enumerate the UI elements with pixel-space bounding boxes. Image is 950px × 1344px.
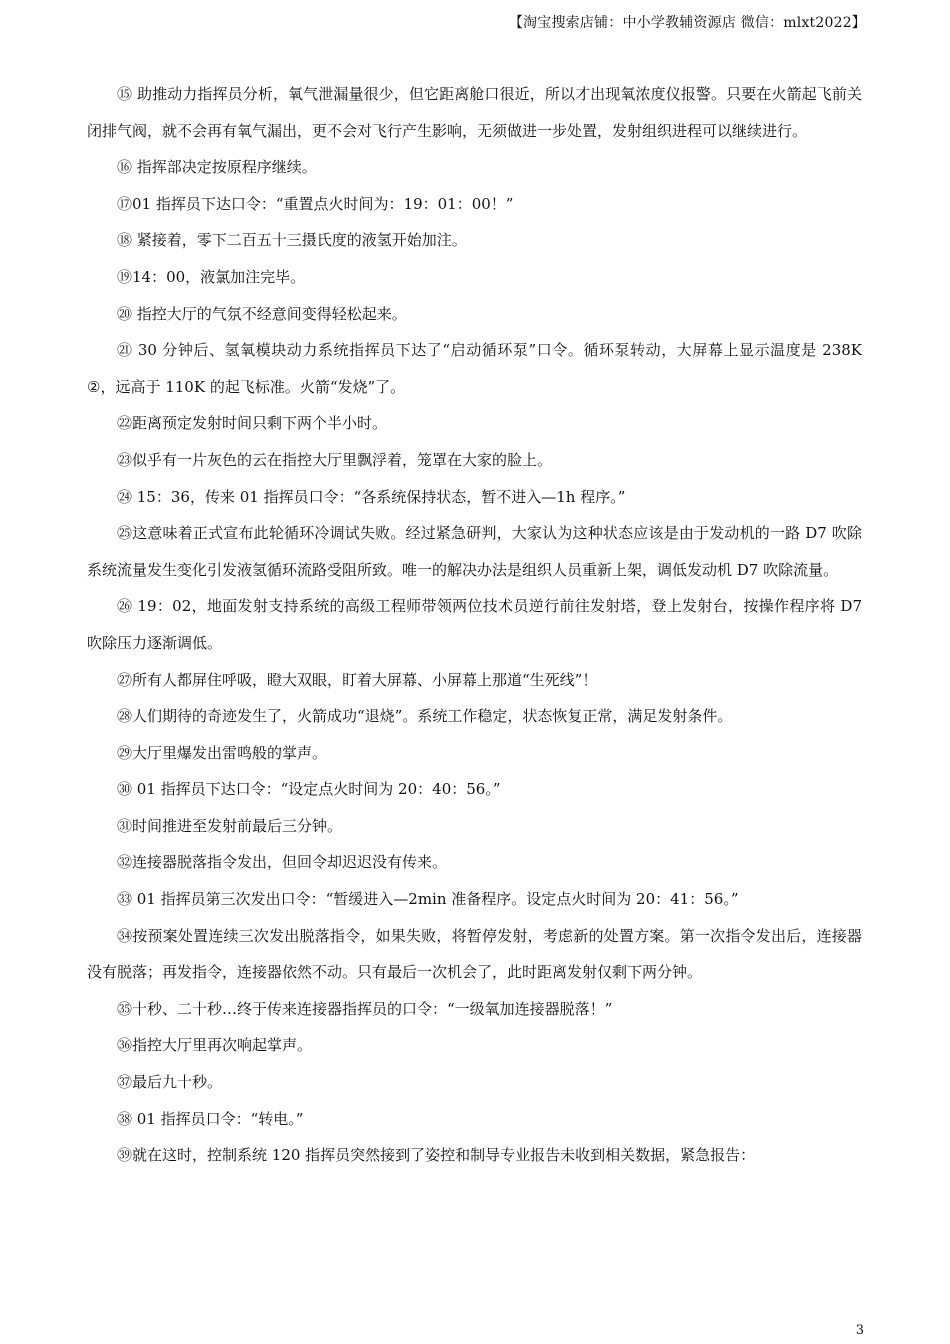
page-header: 【淘宝搜索店铺：中小学教辅资源店 微信：mlxt2022】 — [508, 15, 866, 31]
paragraph-30: ㉚ 01 指挥员下达口令：“设定点火时间为 20：40：56。” — [117, 780, 501, 799]
paragraph-27: ㉗所有人都屏住呼吸，瞪大双眼，盯着大屏幕、小屏幕上那道“生死线”！ — [117, 670, 598, 689]
paragraph-21: ㉑ 30 分钟后、氢氧模块动力系统指挥员下达了“启动循环泵”口令。循环泵转动，大屏幕上显示温度是 238K②，远高于 110K 的起飞标准。火箭“发烧”了。 — [87, 341, 862, 396]
paragraph-38: ㊳ 01 指挥员口令：“转电。” — [117, 1109, 304, 1128]
paragraph-24: ㉔ 15：36，传来 01 指挥员口令：“各系统保持状态，暂不进入—1h 程序。” — [117, 487, 626, 506]
paragraph-17: ⑰01 指挥员下达口令：“重置点火时间为：19：01：00！” — [117, 194, 514, 213]
page-number: 3 — [855, 1323, 864, 1338]
paragraph-29: ㉙大厅里爆发出雷鸣般的掌声。 — [117, 743, 328, 762]
paragraph-20: ⑳ 指控大厅的气氛不经意间变得轻松起来。 — [117, 304, 407, 323]
paragraph-28: ㉘人们期待的奇迹发生了，火箭成功“退烧”。系统工作稳定，状态恢复正常，满足发射条件。 — [117, 707, 733, 726]
paragraph-18: ⑱ 紧接着，零下二百五十三摄氏度的液氢开始加注。 — [117, 231, 467, 250]
paragraph-34: ㉞按预案处置连续三次发出脱落指令，如果失败，将暂停发射，考虑新的处置方案。第一次指令发出后，连接器没有脱落；再发指令，连接器依然不动。只有最后一次机会了，此时距离发射仅剩下两分钟。 — [87, 926, 862, 982]
paragraph-19: ⑲14：00，液氯加注完毕。 — [117, 267, 306, 286]
paragraph-32: ㉜连接器脱落指令发出，但回令却迟迟没有传来。 — [117, 853, 448, 872]
paragraph-37: ㊲最后九十秒。 — [117, 1073, 223, 1092]
paragraph-25: ㉕这意味着正式宣布此轮循环冷调试失败。经过紧急研判，大家认为这种状态应该是由于发动机的一路 D7 吹除系统流量发生变化引发液氢循环流路受阻所致。唯一的解决办法是组织人员重新上架，调低发动机 D7 吹除流量。 — [87, 524, 862, 579]
paragraph-16: ⑯ 指挥部决定按原程序继续。 — [117, 158, 317, 177]
paragraph-33: ㉝ 01 指挥员第三次发出口令：“暂缓进入—2min 准备程序。设定点火时间为 20：41：56。” — [117, 890, 739, 909]
paragraph-39: ㊴就在这时，控制系统 120 指挥员突然接到了姿控和制导专业报告未收到相关数据，紧急报告： — [117, 1146, 756, 1165]
paragraph-22: ㉒距离预定发射时间只剩下两个半小时。 — [117, 414, 388, 433]
paragraph-35: ㉟十秒、二十秒…终于传来连接器指挥员的口令：“一级氧加连接器脱落！” — [117, 999, 613, 1018]
paragraph-26: ㉖ 19：02，地面发射支持系统的高级工程师带领两位技术员逆行前往发射塔，登上发射台，按操作程序将 D7 吹除压力逐渐调低。 — [87, 597, 862, 652]
paragraph-15: ⑮ 助推动力指挥员分析，氧气泄漏量很少，但它距离舱口很近，所以才出现氧浓度仪报警。只要在火箭起飞前关闭排气阀，就不会再有氧气漏出，更不会对飞行产生影响，无须做进一步处置，发射组织进程可以继续进行。 — [87, 85, 862, 140]
paragraph-36: ㊱指控大厅里再次响起掌声。 — [117, 1036, 313, 1055]
document-body — [87, 76, 862, 1174]
paragraph-23: ㉓似乎有一片灰色的云在指控大厅里飘浮着，笼罩在大家的脸上。 — [117, 450, 553, 469]
paragraph-31: ㉛时间推进至发射前最后三分钟。 — [117, 816, 343, 835]
